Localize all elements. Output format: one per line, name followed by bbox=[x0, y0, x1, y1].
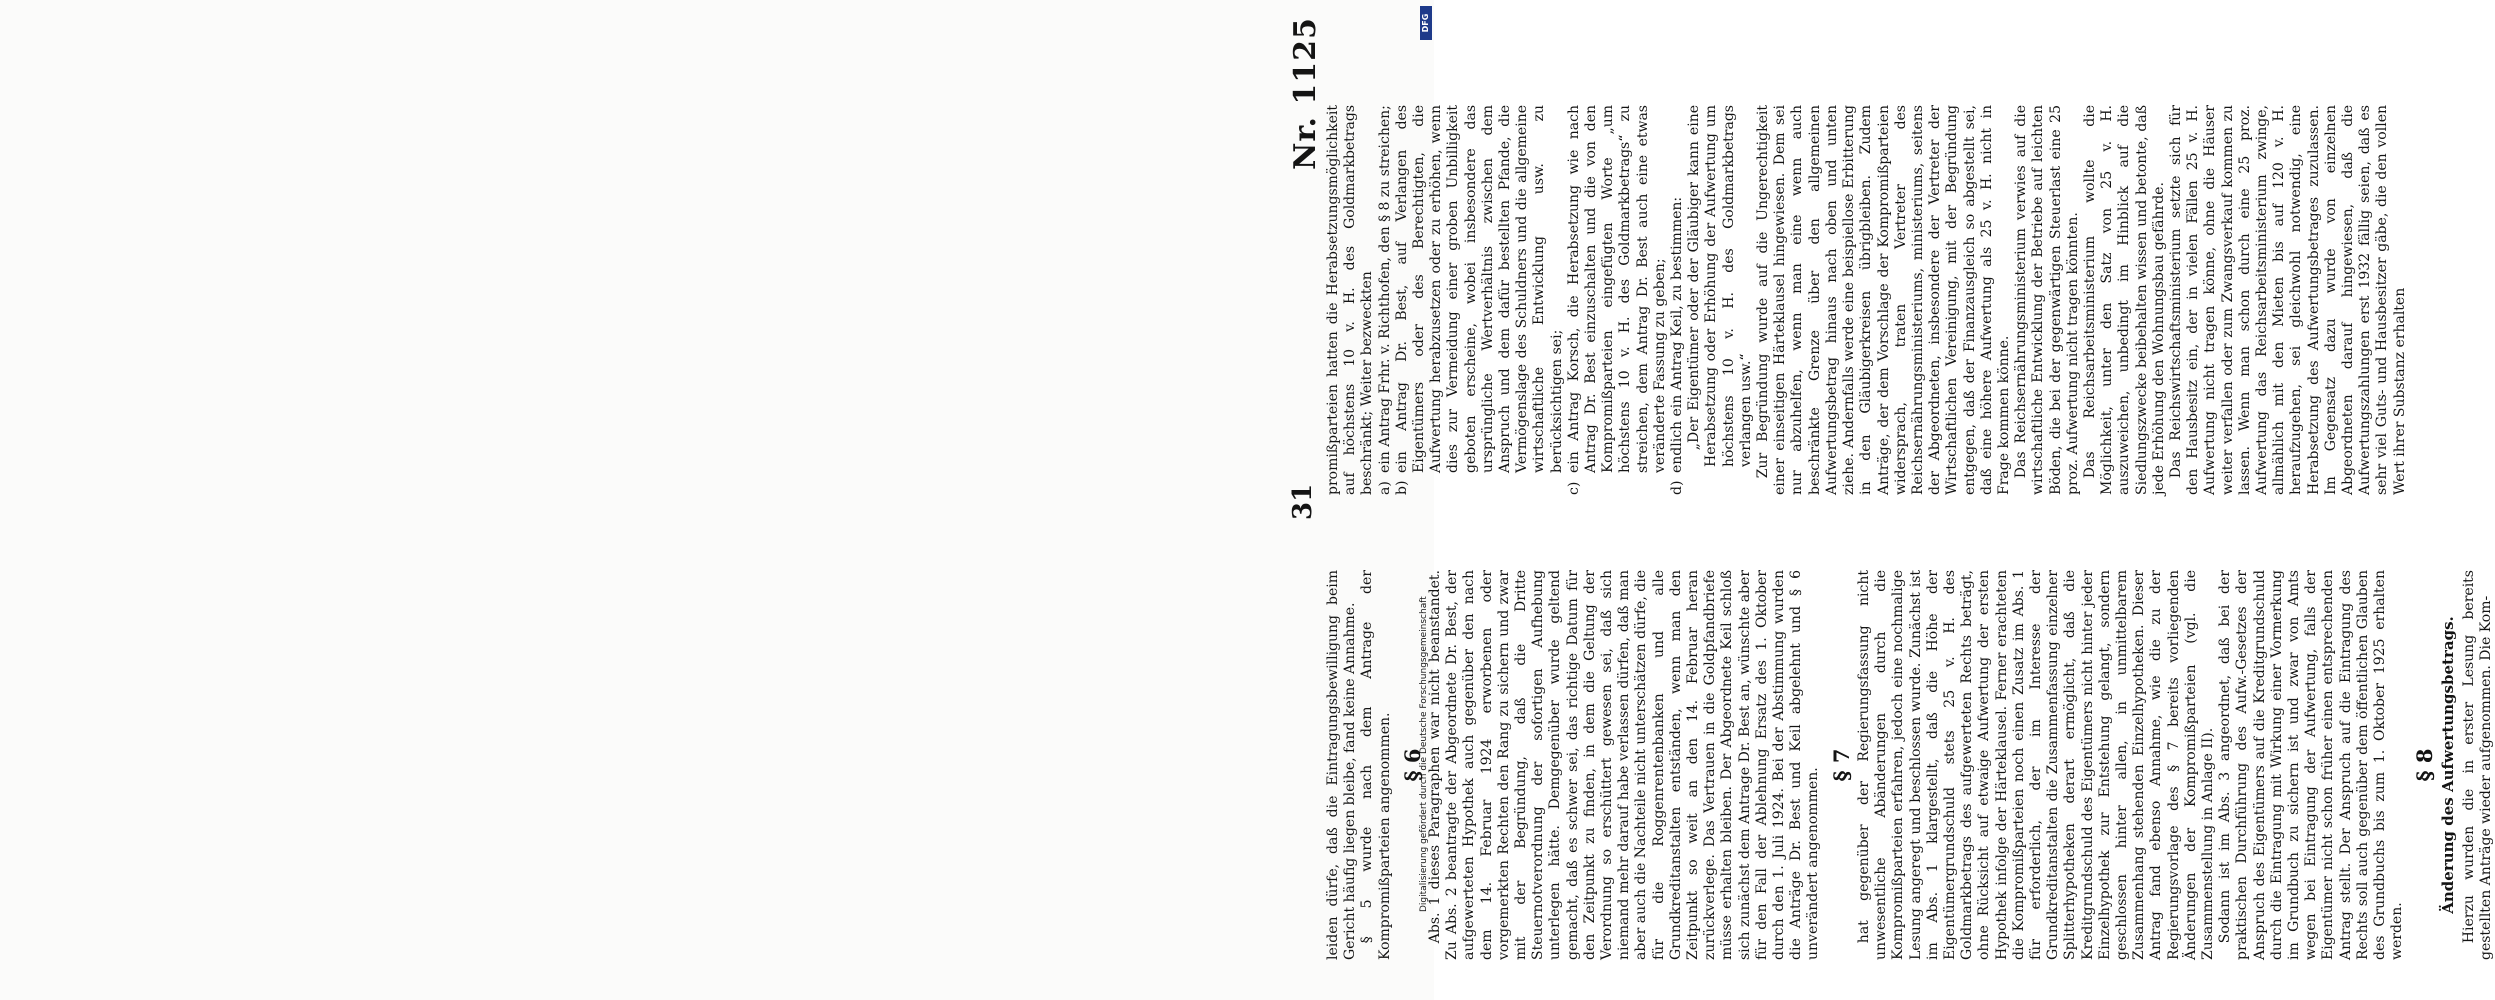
list-item-label: a) bbox=[1376, 481, 1393, 495]
section-heading: § 6 bbox=[1399, 748, 1425, 782]
list-item-label: c) bbox=[1565, 481, 1582, 495]
list-item bbox=[1565, 105, 1669, 495]
list-item-text: ein Antrag Korsch, die Herabsetzung wie nach Antrag Dr. Best einzuschalten und die von den Kompromißparteien eingefügten Worte „um höchstens 10 v. H. des Goldmarkbetrags“ zu streichen, dem Antrag Dr. Best auch eine etwas veränderte Fassung zu geben; bbox=[1565, 105, 1668, 473]
funding-notice bbox=[1416, 4, 1432, 996]
paragraph: Zur Begründung wurde auf die Ungerechtigkeit einer einseitigen Härteklausel hingewiesen. Dem sei nur abzuhelfen, wenn man eine wenn auch beschränkte Grenze über den allgemeinen Aufwertungsbetrag hinaus nach oben und unten ziehe. Andernfalls werde eine beispiellose Erbitterung in den Gläubigerkreisen übrigbleiben. Zudem Anträge, der dem Vorschlage der Kompromißparteien widersprach, traten Vertreter des Reichsernährungsministeriums, ministeriums, seitens der Abgeordneten, insbesondere der Vertreter der Wirtschaftlichen Vereinigung, mit der Begründung entgegen, daß der Finanzausgleich so abgestellt sei, daß eine höhere Aufwertung als 25 v. H. nicht in Frage kommen könne. bbox=[1755, 105, 2012, 495]
section-heading: § 7 bbox=[1828, 748, 1854, 782]
paragraph: Das Reichsernährungsministerium verwies auf die wirtschaftliche Entwicklung der Betriebe auf leichten Böden, die bei der gegenwärtigen Steuerlast eine 25 proz. Aufwertung nicht tragen könnten. bbox=[2013, 105, 2081, 495]
document-number: Nr. 1125 bbox=[1288, 17, 1323, 170]
list-item-label: b) bbox=[1393, 480, 1410, 495]
quotation: „Der Eigentümer oder der Gläubiger kann eine Herabsetzung oder Erhöhung der Aufwertung um höchstens 10 v. H. des Goldmarkbetrags verlangen usw.“ bbox=[1686, 105, 1754, 467]
dfg-logo bbox=[1420, 6, 1432, 40]
paragraph: leiden dürfe, daß die Eintragungsbewilligung beim Gericht häufig liegen bleibe, fand keine Annahme. bbox=[1325, 570, 1359, 960]
section-heading: § 8 bbox=[2412, 748, 2438, 782]
list-item bbox=[1376, 105, 1394, 495]
section-title: Änderung des Aufwertungsbetrags. bbox=[2438, 616, 2457, 914]
list-item-text: ein Antrag Frhr. v. Richthofen, den § 8 zu streichen; bbox=[1376, 105, 1393, 473]
paragraph: Hierzu wurden die in erster Lesung bereits gestellten Anträge wieder aufgenommen. Die Kom- bbox=[2460, 570, 2494, 960]
paragraph: Sodann ist im Abs. 3 angeordnet, daß bei der praktischen Durchführung des Aufw.-Gesetzes der Anspruch des Eigentümers auf die Kreditgrundschuld durch die Eintragung mit Wirkung einer Vormerkung im Grundbuch zu sichern ist und zwar von Amts wegen bei Eintragung der Aufwertung, falls der Eigentümer nicht schon früher einen entsprechenden Antrag stellt. Der Anspruch auf die Eintragung des Rechts soll auch gegenüber dem öffentlichen Glauben des Grundbuchs bis zum 1. Oktober 1925 erhalten werden. bbox=[2217, 570, 2406, 960]
paragraph: Abs. 1 dieses Paragraphen war nicht beanstandet. Zu Abs. 2 beantragte der Abgeordnete Dr. Best, der aufgewerteten Hypothek auch gegenüber den nach dem 14. Februar 1924 erworbenen oder vorgemerkten Rechten den Rang zu sichern und zwar mit der Begründung, daß die Dritte Steuernotverordnung der sofortigen Aufhebung unterlegen hätte. Demgegenüber wurde geltend gemacht, daß es schwer sei, das richtige Datum für den Zeitpunkt zu finden, in dem die Geltung der Verordnung so erschüttert gewesen sei, daß sich niemand mehr darauf habe verlassen dürfen, daß man aber auch die Nachteile nicht unterschätzen dürfe, die für die Roggenrentenbanken und alle Grundkreditanstalten entständen, wenn man den Zeitpunkt so weit an den 14. Februar heran zurückverlege. Das Vertrauen in die Goldpfandbriefe müsse erhalten bleiben. Der Abgeordnete Keil schloß sich zunächst dem Antrage Dr. Best an, wünschte aber für den Fall der Ablehnung Ersatz des 1. Oktober durch den 1. Juli 1924. Bei der Abstimmung wurden die Anträge Dr. Best und Keil abgelehnt und § 6 unverändert angenommen. bbox=[1427, 570, 1822, 960]
funding-notice-text: Digitalisierung gefördert durch die Deutsche Forschungsgemeinschaft bbox=[1419, 596, 1429, 912]
dfg-logo-text: DFG bbox=[1421, 13, 1430, 33]
left-text-column bbox=[1325, 570, 2495, 960]
right-text-column bbox=[1325, 105, 2409, 495]
list-item-label: d) bbox=[1669, 480, 1686, 495]
paragraph: Das Reichswirtschaftsministerium setzte sich für den Hausbesitz ein, der in vielen Fällen 25 v. H. Aufwertung nicht tragen könne, ohne die Häuser weiter verfallen oder zum Zwangsverkauf kommen zu lassen. Wenn man schon durch eine 25 proz. Aufwertung das Reichsarbeitsministerium zwinge, allmählich mit den Mieten bis auf 120 v. H. heraufzugehen, sei gleichwohl notwendig, eine Herabsetzung des Aufwertungsbetrages zuzulassen. Im Gegensatz dazu wurde von einzelnen Abgeordneten darauf hingewiesen, daß die Aufwertungszahlungen erst 1932 fällig seien, daß es sehr viel Guts- und Hausbesitzer gäbe, die den vollen Wert ihrer Substanz erhalten bbox=[2167, 105, 2408, 495]
list-item bbox=[1669, 105, 1686, 495]
paragraph: promißparteien hatten die Herabsetzungsmöglichkeit auf höchstens 10 v. H. des Goldmarkbetrags beschränkt; Weiter bezweckten bbox=[1325, 105, 1376, 495]
paragraph: hat gegenüber der Regierungsfassung nicht unwesentliche Abänderungen durch die Kompromißparteien erfahren, jedoch eine nochmalige Lesung angeregt und beschlossen wurde. Zunächst ist im Abs. 1 klargestellt, daß die Höhe der Eigentümergrundschuld stets 25 v. H. des Goldmarkbetrags des aufgewerteten Rechts beträgt, ohne Rücksicht auf etwaige Aufwertung der ersten Hypothek infolge der Härteklausel. Ferner erachteten die Kompromißparteien noch einen Zusatz im Abs. 1 für erforderlich, der im Interesse der Grundkreditanstalten die Zusammenfassung einzelner Splitterhypotheken derart ermöglicht, daß die Kreditgrundschuld des Eigentümers nicht hinter jeder Einzelhypothek zur Entstehung gelangt, sondern geschlossen hinter allen, in unmittelbarem Zusammenhang stehenden Einzelhypotheken. Dieser Antrag fand ebenso Annahme, wie die zu der Regierungsvorlage des § 7 bereits vorliegenden Änderungen der Kompromißparteien (vgl. die Zusammenstellung in Anlage II). bbox=[1855, 570, 2216, 960]
page-number: 31 bbox=[1288, 483, 1318, 520]
paragraph: Das Reichsarbeitsministerium wollte die Möglichkeit, unter den Satz von 25 v. H. auszuweichen, unbedingt im Hinblick auf die Siedlungszwecke beibehalten wissen und betonte, daß jede Erhöhung den Wohnungsbau gefährde. bbox=[2081, 105, 2167, 495]
list-item-text: endlich ein Antrag Keil, zu bestimmen: bbox=[1669, 196, 1686, 473]
list-item-text: ein Antrag Dr. Best, auf Verlangen des Eigentümers oder des Berechtigten, die Aufwertung herabzusetzen oder zu erhöhen, wenn dies zur Vermeidung einer groben Unbilligkeit geboten erscheine, wobei insbesondere das ursprüngliche Wertverhältnis zwischen dem Anspruch und dem dafür bestellten Pfande, die Vermögenslage des Schuldners und die allgemeine wirtschaftliche Entwicklung usw. zu berücksichtigen sei; bbox=[1393, 105, 1565, 473]
paragraph: § 5 wurde nach dem Antrage der Kompromißparteien angenommen. bbox=[1359, 570, 1393, 960]
